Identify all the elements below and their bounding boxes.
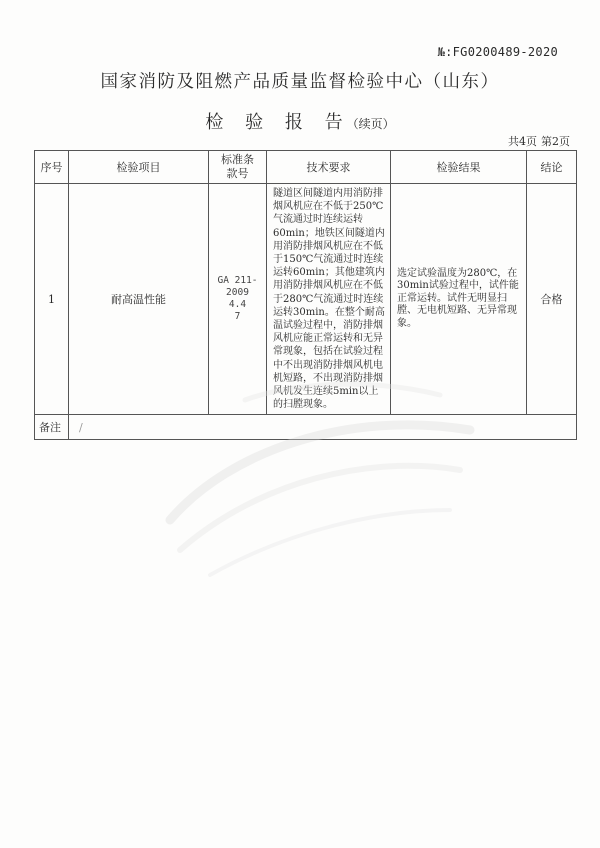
col-header-item: 检验项目 (69, 151, 209, 184)
page-number: 第2页 (541, 135, 570, 148)
cell-conclusion: 合格 (527, 184, 577, 415)
col-header-standard-line1: 标准条 (221, 153, 254, 166)
cell-standard-line3: 4.4 (228, 299, 247, 311)
table-header-row (35, 151, 577, 184)
cell-seq: 1 (35, 184, 69, 415)
col-header-standard-line2: 款号 (226, 167, 249, 180)
remark-slash: / (79, 420, 83, 434)
col-header-seq: 序号 (35, 151, 69, 184)
total-pages: 共4页 (508, 135, 537, 148)
col-header-result: 检验结果 (391, 151, 527, 184)
watermark-emblem (150, 360, 480, 590)
page-info (508, 133, 570, 149)
cell-standard-line4: 7 (234, 311, 241, 323)
cell-standard-line2: 2009 (226, 287, 249, 299)
col-header-standard (209, 151, 267, 184)
report-number: №:FG0200489-2020 (437, 45, 558, 59)
remark-label: 备注 (35, 415, 69, 440)
cell-standard-line1: GA 211- (217, 275, 258, 287)
report-title-text: 检 验 报 告 (205, 112, 351, 133)
report-title (0, 108, 600, 134)
col-header-conclusion: 结论 (527, 151, 577, 184)
cell-requirement: 隧道区间隧道内用消防排烟风机应在不低于250℃气流通过时连续运转60min；地铁区间隧道内用消防排烟风机应在不低于150℃气流通过时连续运转60min；其他建筑内用消防排烟风机应在不低于280℃气流通过时连续运转30min。在整个耐高温试验过程中，消防排烟风机应能正常运转和无异常现象，包括在试验过程中不出现消防排烟风机电机短路，不出现消防排烟风机发生连续5min以上的扫膛现象。 (267, 184, 391, 415)
cell-item: 耐高温性能 (69, 184, 209, 415)
cell-result: 选定试验温度为280℃，在30min试验过程中，试件能正常运转。试件无明显扫膛、无电机短路、无异常现象。 (391, 184, 527, 415)
continued-label: （续页） (346, 117, 395, 131)
organization-title: 国家消防及阻燃产品质量监督检验中心（山东） (100, 72, 500, 92)
col-header-requirement: 技术要求 (267, 151, 391, 184)
